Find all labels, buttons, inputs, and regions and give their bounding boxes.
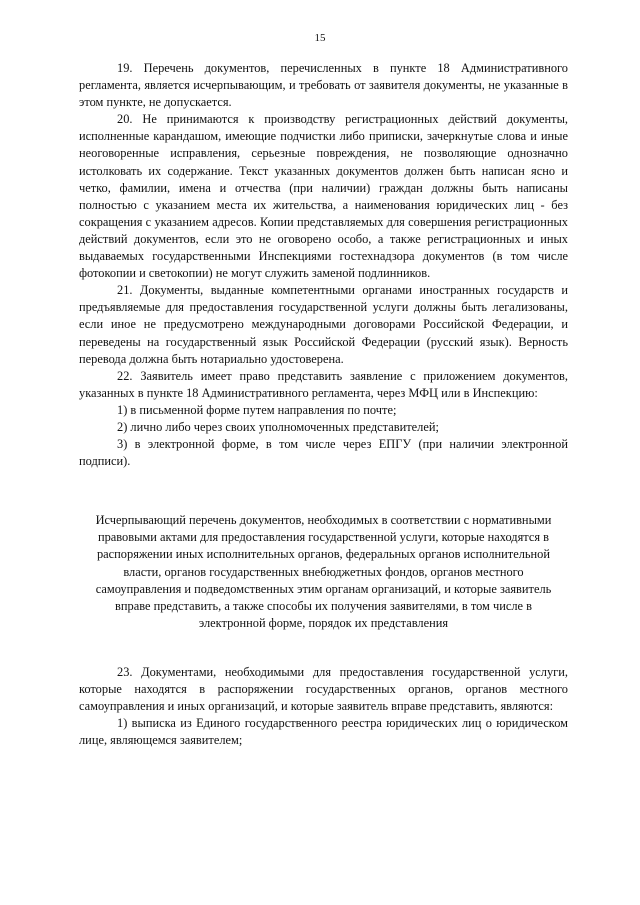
paragraph-19: 19. Перечень документов, перечисленных в пункте 18 Административного регламента, является исчерпывающим, и требовать от заявителя документы, не указанные в этом пункте, не допускается. [79,61,568,110]
paragraph-22-item-3: 3) в электронной форме, в том числе через ЕПГУ (при наличии электронной подписи). [79,437,568,469]
paragraph-23-item-1: 1) выписка из Единого государственного реестра юридических лиц о юридическом лице, являющемся заявителем; [79,716,568,748]
page-number: 15 [314,32,326,44]
paragraph-22: 22. Заявитель имеет право представить заявление с приложением документов, указанных в пункте 18 Административного регламента, через МФЦ или в Инспекцию: [79,368,568,400]
paragraph-23: 23. Документами, необходимыми для предоставления государственной услуги, которые находятся в распоряжении государственных органов, органов местного самоуправления и иных организаций, и которые заявитель вправе представить, являются: [79,664,568,714]
paragraph-21: 21. Документы, выданные компетентными органами иностранных государств и предъявляемые для предоставления государственной услуги должны быть легализованы, если иное не предусмотрено международными договорами Российской Федерации, и переведены на государственный язык Российской Федерации (русский язык). Верность перевода должна быть нотариально удостоверена. [79,283,568,366]
document-body [79,60,568,749]
paragraph-20: 20. Не принимаются к производству регистрационных действий документы, исполненные карандашом, имеющие подчистки либо приписки, зачеркнутые слова и иные неоговоренные исправления, серьезные повреждения, не позволяющие однозначно истолковать их содержание. Текст указанных документов должен быть написан ясно и четко, фамилии, имена и отчества (при наличии) граждан должны быть написаны полностью с указанием места их жительства, а наименования юридических лиц - без сокращения с указанием адресов. Копии представляемых для совершения регистрационных действий документов, если это не оговорено особо, а также регистрационных и иных выдаваемых государственными Инспекциями гостехнадзора документов (в том числе фотокопии и светокопии) не могут служить заменой подлинников. [79,112,568,281]
paragraph-22-item-2: 2) лично либо через своих уполномоченных представителей; [117,419,439,434]
section-heading: Исчерпывающий перечень документов, необходимых в соответствии с нормативными правовыми актами для предоставления государственной услуги, которые находятся в распоряжении иных исполнительных органов, федеральных органов исполнительной власти, органов государственных внебюджетных фондов, органов местного самоуправления и подведомственных этим органам организаций, и которые заявитель вправе представить, а также способы их получения заявителями, в том числе в электронной форме, порядок их представления [95,513,552,630]
paragraph-22-item-1: 1) в письменной форме путем направления по почте; [117,402,397,417]
